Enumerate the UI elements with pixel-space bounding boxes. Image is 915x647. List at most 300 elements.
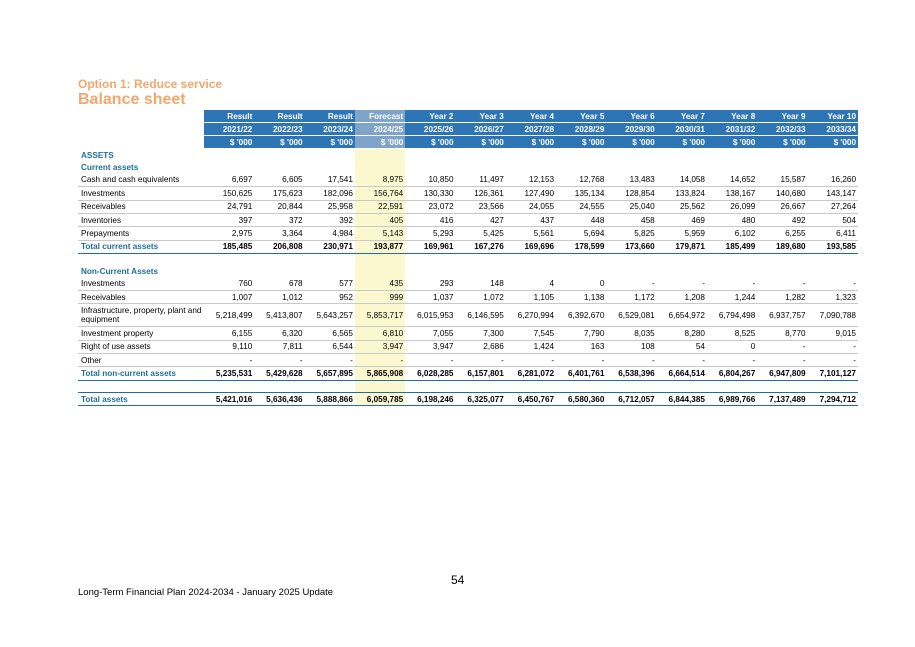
value-cell: 26,667	[757, 200, 807, 213]
value-cell: 11,497	[456, 174, 506, 187]
value-cell	[506, 149, 556, 162]
value-cell	[254, 265, 304, 277]
header-row-years	[78, 123, 858, 136]
header-blank-cell	[78, 110, 204, 123]
value-cell: 7,811	[254, 340, 304, 353]
section-heading-row	[78, 149, 858, 162]
value-cell	[204, 149, 254, 162]
spacer-cell	[405, 380, 455, 392]
header-cell: Result	[204, 110, 254, 123]
table-row	[78, 227, 858, 240]
spacer-cell	[305, 254, 355, 266]
table-row	[78, 340, 858, 353]
value-cell: 230,971	[305, 240, 355, 253]
value-cell	[305, 161, 355, 173]
value-cell	[506, 265, 556, 277]
value-cell	[305, 265, 355, 277]
document-footer: Long-Term Financial Plan 2024-2034 - January 2025 Update	[78, 587, 334, 598]
value-cell: -	[657, 354, 707, 367]
value-cell: 5,643,257	[305, 304, 355, 327]
table-row	[78, 200, 858, 213]
value-cell: 16,260	[808, 174, 858, 187]
value-cell: 6,654,972	[657, 304, 707, 327]
value-cell: 4,984	[305, 227, 355, 240]
value-cell: 23,072	[405, 200, 455, 213]
total-row	[78, 240, 858, 253]
value-cell: 12,153	[506, 174, 556, 187]
header-cell: $ '000	[606, 136, 656, 149]
total-row	[78, 392, 858, 405]
row-label: Total current assets	[78, 240, 204, 253]
spacer-cell	[757, 380, 807, 392]
value-cell: 6,989,766	[707, 392, 757, 405]
value-cell: 182,096	[305, 187, 355, 200]
header-cell: 2025/26	[405, 123, 455, 136]
value-cell: 8,280	[657, 327, 707, 340]
value-cell	[606, 265, 656, 277]
spacer-cell	[456, 380, 506, 392]
header-cell: Year 4	[506, 110, 556, 123]
value-cell: 427	[456, 213, 506, 226]
value-cell: 6,544	[305, 340, 355, 353]
spacer-cell	[405, 254, 455, 266]
value-cell: 392	[305, 213, 355, 226]
value-cell: 178,599	[556, 240, 606, 253]
value-cell: 2,686	[456, 340, 506, 353]
header-cell: 2027/28	[506, 123, 556, 136]
value-cell	[355, 265, 405, 277]
spacer-cell	[757, 254, 807, 266]
value-cell	[456, 265, 506, 277]
row-label: Prepayments	[78, 227, 204, 240]
value-cell	[707, 161, 757, 173]
value-cell: 1,007	[204, 290, 254, 303]
value-cell: 293	[405, 278, 455, 291]
value-cell: 140,680	[757, 187, 807, 200]
value-cell: 678	[254, 278, 304, 291]
value-cell: 6,102	[707, 227, 757, 240]
spacer-cell	[254, 254, 304, 266]
row-label: Total assets	[78, 392, 204, 405]
value-cell: 128,854	[606, 187, 656, 200]
header-cell: Year 9	[757, 110, 807, 123]
value-cell: 5,235,531	[204, 367, 254, 380]
value-cell: 448	[556, 213, 606, 226]
value-cell: 130,330	[405, 187, 455, 200]
spacer-cell	[808, 380, 858, 392]
value-cell: 5,825	[606, 227, 656, 240]
value-cell: -	[707, 278, 757, 291]
spacer-cell	[355, 254, 405, 266]
value-cell: 6,270,994	[506, 304, 556, 327]
header-row-types	[78, 110, 858, 123]
header-cell: 2022/23	[254, 123, 304, 136]
value-cell: 6,255	[757, 227, 807, 240]
header-cell: Result	[254, 110, 304, 123]
header-cell: 2030/31	[657, 123, 707, 136]
spacer-cell	[78, 254, 204, 266]
header-cell: $ '000	[355, 136, 405, 149]
value-cell	[456, 161, 506, 173]
value-cell: 5,293	[405, 227, 455, 240]
value-cell	[355, 161, 405, 173]
page-number: 54	[451, 573, 465, 587]
row-label: Investments	[78, 187, 204, 200]
value-cell: 5,143	[355, 227, 405, 240]
row-label: Other	[78, 354, 204, 367]
value-cell: 760	[204, 278, 254, 291]
spacer-cell	[456, 254, 506, 266]
header-cell: Year 10	[808, 110, 858, 123]
value-cell: 4	[506, 278, 556, 291]
value-cell: 7,790	[556, 327, 606, 340]
page-title: Balance sheet	[78, 91, 186, 108]
value-cell: 189,680	[757, 240, 807, 253]
value-cell: 6,937,757	[757, 304, 807, 327]
header-cell: $ '000	[204, 136, 254, 149]
value-cell: -	[707, 354, 757, 367]
header-cell: $ '000	[556, 136, 606, 149]
value-cell: 1,323	[808, 290, 858, 303]
value-cell: 6,198,246	[405, 392, 455, 405]
value-cell: 5,561	[506, 227, 556, 240]
value-cell: 3,947	[405, 340, 455, 353]
row-label: Inventories	[78, 213, 204, 226]
spacer-cell	[204, 254, 254, 266]
section-heading-row	[78, 265, 858, 277]
value-cell: -	[808, 354, 858, 367]
header-cell: Year 8	[707, 110, 757, 123]
value-cell: 8,770	[757, 327, 807, 340]
value-cell: 6,538,396	[606, 367, 656, 380]
spacer-cell	[305, 380, 355, 392]
value-cell: 5,636,436	[254, 392, 304, 405]
value-cell: 7,300	[456, 327, 506, 340]
value-cell: 437	[506, 213, 556, 226]
value-cell	[405, 149, 455, 162]
header-cell: Forecast	[355, 110, 405, 123]
value-cell: 6,392,670	[556, 304, 606, 327]
value-cell: 492	[757, 213, 807, 226]
spacer-cell	[707, 254, 757, 266]
spacer-cell	[606, 254, 656, 266]
value-cell	[757, 149, 807, 162]
value-cell: 1,208	[657, 290, 707, 303]
value-cell: 8,525	[707, 327, 757, 340]
header-row-units	[78, 136, 858, 149]
value-cell: 469	[657, 213, 707, 226]
value-cell	[556, 265, 606, 277]
value-cell: 435	[355, 278, 405, 291]
value-cell: 5,657,895	[305, 367, 355, 380]
value-cell: 7,090,788	[808, 304, 858, 327]
header-cell: 2021/22	[204, 123, 254, 136]
header-cell: Year 7	[657, 110, 707, 123]
value-cell: 22,591	[355, 200, 405, 213]
spacer-cell	[808, 254, 858, 266]
value-cell: 156,764	[355, 187, 405, 200]
value-cell: 6,320	[254, 327, 304, 340]
value-cell: -	[254, 354, 304, 367]
value-cell: 23,566	[456, 200, 506, 213]
value-cell	[204, 161, 254, 173]
value-cell: 6,155	[204, 327, 254, 340]
value-cell: 25,562	[657, 200, 707, 213]
value-cell: 24,791	[204, 200, 254, 213]
value-cell: 169,961	[405, 240, 455, 253]
value-cell	[757, 161, 807, 173]
value-cell: 1,072	[456, 290, 506, 303]
spacer-cell	[355, 380, 405, 392]
value-cell: 458	[606, 213, 656, 226]
value-cell: 6,605	[254, 174, 304, 187]
header-cell: $ '000	[254, 136, 304, 149]
header-cell: $ '000	[456, 136, 506, 149]
header-cell: 2033/34	[808, 123, 858, 136]
value-cell: 127,490	[506, 187, 556, 200]
spacer-cell	[254, 380, 304, 392]
value-cell: -	[606, 354, 656, 367]
value-cell: 0	[556, 278, 606, 291]
header-cell: Year 3	[456, 110, 506, 123]
header-cell: $ '000	[657, 136, 707, 149]
value-cell: 6,146,595	[456, 304, 506, 327]
value-cell	[757, 265, 807, 277]
value-cell: 6,810	[355, 327, 405, 340]
table-row	[78, 278, 858, 291]
table-row	[78, 213, 858, 226]
value-cell: 6,664,514	[657, 367, 707, 380]
spacer-cell	[78, 380, 204, 392]
value-cell: 9,015	[808, 327, 858, 340]
spacer-row	[78, 254, 858, 266]
header-cell: Year 6	[606, 110, 656, 123]
value-cell: 5,413,807	[254, 304, 304, 327]
header-cell: 2024/25	[355, 123, 405, 136]
row-label: Current assets	[81, 163, 139, 173]
value-cell	[254, 149, 304, 162]
value-cell: 372	[254, 213, 304, 226]
value-cell: -	[305, 354, 355, 367]
value-cell: 5,421,016	[204, 392, 254, 405]
spacer-cell	[506, 380, 556, 392]
header-cell: 2026/27	[456, 123, 506, 136]
value-cell	[707, 265, 757, 277]
value-cell	[506, 161, 556, 173]
header-cell: $ '000	[707, 136, 757, 149]
total-row	[78, 367, 858, 380]
value-cell: -	[456, 354, 506, 367]
value-cell: 169,696	[506, 240, 556, 253]
value-cell: 7,137,489	[757, 392, 807, 405]
value-cell: 1,244	[707, 290, 757, 303]
header-cell: 2023/24	[305, 123, 355, 136]
value-cell: 8,035	[606, 327, 656, 340]
value-cell: 6,411	[808, 227, 858, 240]
value-cell: 179,871	[657, 240, 707, 253]
value-cell	[657, 265, 707, 277]
header-blank-cell	[78, 123, 204, 136]
spacer-cell	[556, 380, 606, 392]
value-cell	[657, 149, 707, 162]
value-cell: 185,485	[204, 240, 254, 253]
row-label: Cash and cash equivalents	[78, 174, 204, 187]
value-cell: 6,697	[204, 174, 254, 187]
header-cell: $ '000	[405, 136, 455, 149]
value-cell: 108	[606, 340, 656, 353]
value-cell: 138,167	[707, 187, 757, 200]
value-cell: 6,325,077	[456, 392, 506, 405]
spacer-cell	[606, 380, 656, 392]
value-cell: -	[204, 354, 254, 367]
value-cell: 5,888,866	[305, 392, 355, 405]
value-cell: 1,172	[606, 290, 656, 303]
value-cell	[808, 149, 858, 162]
value-cell	[204, 265, 254, 277]
header-blank-cell	[78, 136, 204, 149]
value-cell: 8,975	[355, 174, 405, 187]
option-subtitle: Option 1: Reduce service	[78, 77, 223, 91]
value-cell: 6,804,267	[707, 367, 757, 380]
value-cell: 173,660	[606, 240, 656, 253]
value-cell	[657, 161, 707, 173]
value-cell: 7,055	[405, 327, 455, 340]
value-cell: 7,545	[506, 327, 556, 340]
value-cell: 1,037	[405, 290, 455, 303]
value-cell: -	[355, 354, 405, 367]
value-cell: 12,768	[556, 174, 606, 187]
value-cell: 6,059,785	[355, 392, 405, 405]
value-cell: 1,105	[506, 290, 556, 303]
value-cell: 14,652	[707, 174, 757, 187]
value-cell	[405, 265, 455, 277]
value-cell: 416	[405, 213, 455, 226]
value-cell: -	[506, 354, 556, 367]
value-cell: -	[757, 340, 807, 353]
value-cell: 6,565	[305, 327, 355, 340]
value-cell: 133,824	[657, 187, 707, 200]
row-label: Investments	[78, 278, 204, 291]
value-cell: 14,058	[657, 174, 707, 187]
value-cell: 185,499	[707, 240, 757, 253]
value-cell: 24,055	[506, 200, 556, 213]
value-cell	[556, 149, 606, 162]
value-cell: 1,424	[506, 340, 556, 353]
value-cell: 999	[355, 290, 405, 303]
spacer-cell	[506, 254, 556, 266]
value-cell: 6,401,761	[556, 367, 606, 380]
value-cell: 3,364	[254, 227, 304, 240]
value-cell: 150,625	[204, 187, 254, 200]
value-cell	[808, 265, 858, 277]
value-cell: 206,808	[254, 240, 304, 253]
spacer-cell	[556, 254, 606, 266]
value-cell	[707, 149, 757, 162]
value-cell	[808, 161, 858, 173]
value-cell: 175,623	[254, 187, 304, 200]
value-cell: 148	[456, 278, 506, 291]
value-cell: -	[808, 278, 858, 291]
header-cell: $ '000	[808, 136, 858, 149]
table-body	[78, 149, 858, 406]
value-cell: -	[808, 340, 858, 353]
value-cell: 5,865,908	[355, 367, 405, 380]
value-cell: 6,529,081	[606, 304, 656, 327]
table-row	[78, 290, 858, 303]
value-cell: 193,585	[808, 240, 858, 253]
value-cell: 7,294,712	[808, 392, 858, 405]
value-cell: 952	[305, 290, 355, 303]
table-row	[78, 354, 858, 367]
value-cell: 6,580,360	[556, 392, 606, 405]
value-cell: 6,844,385	[657, 392, 707, 405]
header-cell: 2032/33	[757, 123, 807, 136]
value-cell: -	[757, 278, 807, 291]
row-label: ASSETS	[81, 150, 114, 160]
value-cell: 10,850	[405, 174, 455, 187]
value-cell: -	[556, 354, 606, 367]
value-cell: 13,483	[606, 174, 656, 187]
value-cell: 3,947	[355, 340, 405, 353]
value-cell: 5,959	[657, 227, 707, 240]
value-cell: 135,134	[556, 187, 606, 200]
value-cell	[456, 149, 506, 162]
value-cell: -	[657, 278, 707, 291]
value-cell: 20,844	[254, 200, 304, 213]
table-row	[78, 187, 858, 200]
value-cell: 397	[204, 213, 254, 226]
value-cell: -	[405, 354, 455, 367]
value-cell: 54	[657, 340, 707, 353]
value-cell: 6,028,285	[405, 367, 455, 380]
value-cell: 6,794,498	[707, 304, 757, 327]
spacer-row	[78, 380, 858, 392]
value-cell: 5,429,628	[254, 367, 304, 380]
value-cell: 2,975	[204, 227, 254, 240]
value-cell	[606, 149, 656, 162]
value-cell: 1,012	[254, 290, 304, 303]
value-cell: 6,281,072	[506, 367, 556, 380]
value-cell: 5,425	[456, 227, 506, 240]
value-cell: 7,101,127	[808, 367, 858, 380]
header-cell: Result	[305, 110, 355, 123]
row-label: Right of use assets	[78, 340, 204, 353]
header-cell: 2029/30	[606, 123, 656, 136]
value-cell: 15,587	[757, 174, 807, 187]
value-cell: 405	[355, 213, 405, 226]
value-cell: 163	[556, 340, 606, 353]
value-cell	[305, 149, 355, 162]
value-cell: 5,853,717	[355, 304, 405, 327]
row-label: Total non-current assets	[78, 367, 204, 380]
header-cell: $ '000	[506, 136, 556, 149]
value-cell: 17,541	[305, 174, 355, 187]
header-cell: 2028/29	[556, 123, 606, 136]
value-cell: 193,877	[355, 240, 405, 253]
value-cell: 6,450,767	[506, 392, 556, 405]
value-cell: 167,276	[456, 240, 506, 253]
value-cell: 5,218,499	[204, 304, 254, 327]
table-row	[78, 327, 858, 340]
value-cell: 6,947,809	[757, 367, 807, 380]
spacer-cell	[657, 254, 707, 266]
row-label: Receivables	[78, 200, 204, 213]
value-cell: 504	[808, 213, 858, 226]
value-cell: -	[606, 278, 656, 291]
value-cell: 126,361	[456, 187, 506, 200]
value-cell: 9,110	[204, 340, 254, 353]
section-heading-row	[78, 161, 858, 173]
